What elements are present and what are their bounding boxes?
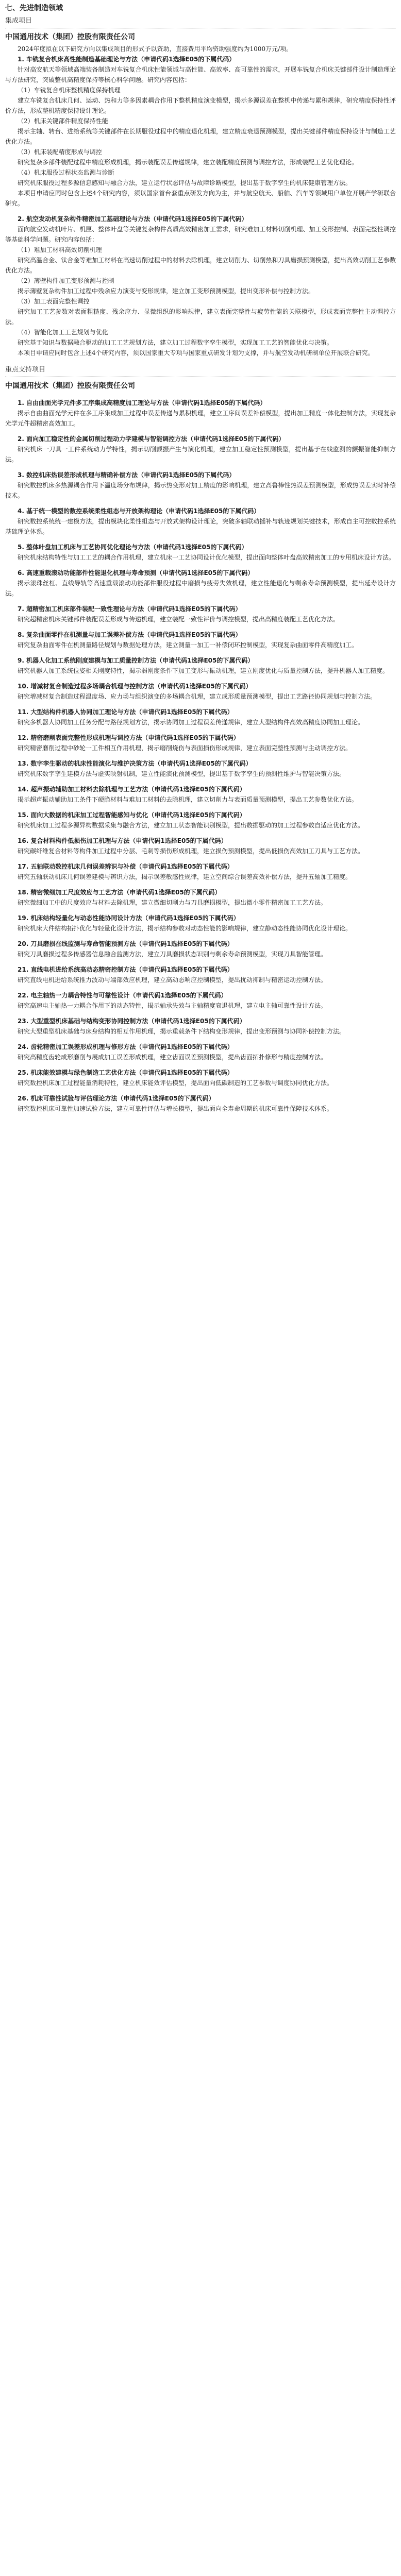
topic-heading: 6. 高速重载滚动功能部件性能退化机理与寿命预测（申请代码1选择E05的下属代码）	[18, 569, 254, 577]
research-item-title: （4）机床服役过程状态监测与诊断	[18, 169, 114, 176]
topic-text: 研究数控机床可靠性加速试验方法，建立可靠性评估与增长模型，提出面向全寿命周期的机床可靠性保障技术体系。	[18, 1105, 333, 1112]
research-item-title: （1）难加工材料高效切削机理	[18, 246, 102, 253]
subsection-title: 集成项目	[5, 17, 32, 25]
research-item-title: （2）机床关键部件精度保持性能	[18, 117, 108, 125]
topic-text: 研究微细加工中的尺度效应与材料去除机理，建立微细切削力与刀具磨损模型，提出微小零件精密加工工艺方法。	[18, 899, 327, 906]
research-item-title: （2）薄壁构件加工变形预测与控制	[18, 277, 114, 284]
body-paragraph: 研究基于知识与数据融合驱动的加工工艺规划方法，建立加工过程数字孪生模型，实现加工工艺的智能优化与决策。	[18, 339, 333, 346]
topic-heading: 9. 机器人化加工系统刚度建模与加工质量控制方法（申请代码1选择E05的下属代码）	[18, 657, 254, 664]
topic-heading: 18. 精密微细加工尺度效应与工艺方法（申请代码1选择E05的下属代码）	[18, 889, 221, 896]
body-paragraph: 面向航空发动机叶片、机匣、整体叶盘等关键复杂构件高质高效精密加工需求，研究难加工材料切削机理、加工变形控制、表面完整性调控等基础科学问题。研究内容包括：	[5, 226, 396, 243]
body-paragraph: 建立车铣复合机床几何、运动、热和力等多因素耦合作用下整机精度演变模型，揭示多源误差在整机中传递与累积规律，研究精度保持性评价方法，形成整机精度保持设计理论。	[5, 97, 396, 114]
topic-text: 揭示自由曲面光学元件在多工序集成加工过程中误差传递与累积机理，建立工序间误差补偿模型，提出加工精度一体化控制方法，实现复杂光学元件超精密高效加工。	[5, 410, 396, 427]
topic-heading: 24. 齿轮精密加工误差形成机理与修形方法（申请代码1选择E05的下属代码）	[18, 1043, 233, 1050]
topic-text: 研究机器人加工系统位姿相关刚度特性，揭示弱刚度条件下加工变形与振动机理，建立刚度优化与质量控制方法，提升机器人加工精度。	[18, 667, 389, 674]
topic-text: 研究高速电主轴热一力耦合作用下的动态特性，揭示轴承失效与主轴精度衰退机理，建立电主轴可靠性设计方法。	[18, 1002, 327, 1009]
topic-text: 研究数控机床多热源耦合作用下温度场分布规律，揭示热变形对加工精度的影响机理，建立高鲁棒性热误差预测模型，形成热误差实时补偿技术。	[5, 482, 396, 499]
topic-heading: 12. 精密磨削表面完整性形成机理与调控方法（申请代码1选择E05的下属代码）	[18, 734, 240, 741]
topic-heading: 25. 机床能效建模与绿色制造工艺优化方法（申请代码1选择E05的下属代码）	[18, 1069, 233, 1076]
topic-heading: 2. 航空发动机复杂构件精密加工基础理论与方法（申请代码1选择E05的下属代码）	[18, 215, 248, 223]
topic-text: 研究复杂曲面零件在机测量路径规划与数据处理方法，建立测量一加工一补偿闭环控制模型，实现复杂曲面零件高精度加工。	[18, 641, 358, 649]
topic-text: 研究直线电机进给系统推力波动与端部效应机理，建立高动态响应控制模型，提出扰动抑制与精密运动控制方法。	[18, 976, 327, 984]
topic-heading: 17. 五轴联动数控机床几何误差辨识与补偿（申请代码1选择E05的下属代码）	[18, 863, 233, 870]
body-paragraph: 揭示主轴、转台、进给系统等关键部件在长期服役过程中的精度退化机理，建立精度衰退预测模型，提出关键部件精度保持设计与制造工艺优化方法。	[5, 128, 396, 145]
topic-text: 研究机床数字孪生建模方法与虚实映射机制，建立性能演化预测模型，提出基于数字孪生的预测性维护与智能决策方法。	[18, 770, 346, 777]
document-page	[5, 2, 396, 2576]
topic-heading: 11. 大型结构件机器人协同加工理论与方法（申请代码1选择E05的下属代码）	[18, 708, 233, 716]
topic-text: 研究高精度齿轮成形磨削与展成加工误差形成机理，建立齿面误差预测模型，提出齿面拓扑修形与精度控制方法。	[18, 1054, 327, 1061]
body-paragraph: 研究复杂多部件装配过程中精度形成机理，揭示装配误差传递规律，建立装配精度预测与调控方法，形成装配工艺优化理论。	[18, 159, 358, 166]
topic-heading: 26. 机床可靠性试验与评估理论方法（申请代码1选择E05的下属代码）	[18, 1095, 215, 1102]
topic-heading: 10. 增减材复合制造过程多场耦合机理与控制方法（申请代码1选择E05的下属代码）	[18, 683, 252, 690]
topic-heading: 4. 基于统一模型的数控系统柔性组态与开放架构理论（申请代码1选择E05的下属代码）	[18, 507, 260, 515]
topic-text: 研究刀具磨损过程多传感器信息融合监测方法，建立刀具磨损状态识别与剩余寿命预测模型，实现刀具智能管理。	[18, 951, 327, 958]
section-title: 七、先进制造领域	[5, 4, 63, 12]
research-item-title: （1）车铣复合机床整机精度保持机理	[18, 87, 121, 94]
topic-text: 研究数控系统统一建模方法，提出模块化柔性组态与开放式架构设计理论，突破多轴联动插补与轨迹规划关键技术，形成自主可控数控系统基础理论体系。	[5, 518, 396, 535]
topic-text: 研究机床加工过程多源异构数据采集与融合方法，建立加工状态智能识别模型，提出数据驱动的加工过程参数自适应优化方法。	[18, 822, 364, 829]
company-name: 中国通用技术（集团）控股有限责任公司	[5, 382, 135, 390]
topic-heading: 1. 自由曲面光学元件多工序集成高精度加工理论与方法（申请代码1选择E05的下属代码）	[18, 399, 266, 406]
topic-text: 研究数控机床加工过程能量消耗特性，建立机床能效评估模型，提出面向低碳制造的工艺参数与调度协同优化方法。	[18, 1079, 333, 1087]
topic-text: 揭示超声振动辅助加工条件下硬脆材料与难加工材料的去除机理，建立切削力与表面质量预测模型，提出工艺参数优化方法。	[18, 796, 358, 803]
intro-paragraph: 2024年度拟在以下研究方向以集成项目的形式予以资助，直接费用平均资助强度约为1000万元/项。	[18, 45, 293, 53]
research-item-title: （3）机床装配精度形成与调控	[18, 148, 102, 156]
subsection-title: 重点支持项目	[5, 366, 46, 374]
topic-heading: 8. 复杂曲面零件在机测量与加工误差补偿方法（申请代码1选择E05的下属代码）	[18, 631, 242, 638]
topic-heading: 3. 数控机床热误差形成机理与精确补偿方法（申请代码1选择E05的下属代码）	[18, 471, 236, 479]
topic-heading: 15. 面向大数据的机床加工过程智能感知与优化（申请代码1选择E05的下属代码）	[18, 811, 246, 819]
topic-text: 研究增减材复合制造过程温度场、应力场与组织演变的多场耦合机理，建立成形质量预测模型，提出工艺路径协同规划与控制方法。	[18, 693, 377, 700]
body-paragraph: 本项目申请应同时包含上述4个研究内容，须以国家重大专项与国家重点研发计划为支撑，并与航空发动机研制单位开展联合研究。	[18, 349, 374, 357]
topic-heading: 21. 直线电机进给系统高动态精密控制方法（申请代码1选择E05的下属代码）	[18, 966, 233, 973]
topic-text: 研究精密磨削过程中砂轮一工件相互作用机理，揭示磨削烧伤与表面损伤形成规律，建立表面完整性预测与主动调控方法。	[18, 744, 352, 752]
topic-text: 研究碳纤维复合材料等构件加工过程中分层、毛刺等损伤形成机理，建立损伤预测模型，提出低损伤高效加工刀具与工艺方法。	[18, 848, 364, 855]
company-name: 中国通用技术（集团）控股有限责任公司	[5, 33, 135, 41]
topic-heading: 7. 超精密加工机床部件装配一致性理论与方法（申请代码1选择E05的下属代码）	[18, 605, 242, 613]
research-item-title: （4）智能化加工工艺规划与优化	[18, 329, 108, 336]
body-paragraph: 针对高安航天等领域高端装备制造对车铣复合机床性能领域与高性能、高效率、高可靠性的需求，开展车铣复合机床关键部件设计制造理论与方法研究，突破整机高精度保持等核心科学问题。研究内容包括：	[5, 66, 396, 83]
topic-heading: 22. 电主轴热一力耦合特性与可靠性设计（申请代码1选择E05的下属代码）	[18, 992, 227, 999]
topic-text: 研究大型重型机床基础与床身结构的相互作用机理，揭示重载条件下结构变形规律，提出变形预测与协同补偿控制方法。	[18, 1028, 346, 1035]
topic-text: 研究机床结构特性与加工工艺的耦合作用机理，建立机床一工艺协同设计优化模型，提出面向整体叶盘高效精密加工的专用机床设计方法。	[18, 554, 395, 561]
topic-heading: 2. 面向加工稳定性的金属切削过程动力学建模与智能调控方法（申请代码1选择E05的下属代码）	[18, 435, 285, 443]
body-paragraph: 揭示薄壁复杂构件加工过程中残余应力演变与变形规律，建立加工变形预测模型，提出变形补偿与控制方法。	[18, 287, 315, 295]
body-paragraph: 研究高温合金、钛合金等难加工材料在高速切削过程中的材料去除机理，建立切削力、切削热和刀具磨损预测模型，提出高效切削工艺参数优化方法。	[5, 257, 396, 274]
body-paragraph: 研究机床服役过程多源信息感知与融合方法，建立运行状态评估与故障诊断模型，提出基于数字孪生的机床健康管理方法。	[18, 179, 352, 187]
body-paragraph: 本项目申请应同时包含上述4个研究内容，须以国家首台套重点研发方向为主，并与航空航天、船舶、汽车等领域用户单位开展产学研联合研究。	[5, 190, 396, 207]
research-item-title: （3）加工表面完整性调控	[18, 298, 90, 305]
topic-heading: 14. 超声振动辅助加工材料去除机理与工艺方法（申请代码1选择E05的下属代码）	[18, 786, 246, 793]
body-paragraph: 研究加工工艺参数对表面粗糙度、残余应力、显微组织的影响规律，建立表面完整性与疲劳性能的关联模型，形成表面完整性主动调控方法。	[5, 308, 396, 326]
topic-heading: 19. 机床结构轻量化与动态性能协同设计方法（申请代码1选择E05的下属代码）	[18, 914, 240, 922]
topic-heading: 23. 大型重型机床基础与结构变形协同控制方法（申请代码1选择E05的下属代码）	[18, 1018, 246, 1025]
topic-text: 研究多机器人协同加工任务分配与路径规划方法，揭示协同加工过程误差传递规律，建立大型结构件高效高精度协同加工理论。	[18, 719, 364, 726]
topic-text: 研究机床一刀具一工件系统动力学特性，揭示切削颤振产生与演化机理，建立加工稳定性预测模型，提出基于在线监测的颤振智能抑制方法。	[5, 446, 396, 463]
topic-text: 研究五轴联动机床几何误差建模与辨识方法，揭示误差敏感性规律，建立空间综合误差高效补偿方法，提升五轴加工精度。	[18, 873, 352, 880]
topic-heading: 20. 刀具磨损在线监测与寿命智能预测方法（申请代码1选择E05的下属代码）	[18, 940, 233, 947]
topic-heading: 13. 数字孪生驱动的机床性能演化与维护决策方法（申请代码1选择E05的下属代码）	[18, 760, 252, 767]
topic-heading: 5. 整体叶盘加工机床与工艺协同优化理论与方法（申请代码1选择E05的下属代码）	[18, 544, 248, 551]
topic-text: 研究机床大件结构拓扑优化与轻量化设计方法，揭示结构参数对动态性能的影响规律，建立静动态性能协同优化设计理论。	[18, 925, 352, 932]
topic-heading: 16. 复合材料构件低损伤加工机理与方法（申请代码1选择E05的下属代码）	[18, 837, 227, 844]
topic-heading: 1. 车铣复合机床高性能制造基础理论与方法（申请代码1选择E05的下属代码）	[18, 56, 236, 63]
topic-text: 研究超精密机床关键部件装配误差形成与传递机理，建立装配一致性评价与调控模型，提出高精度装配工艺优化方法。	[18, 616, 340, 623]
topic-text: 揭示滚珠丝杠、直线导轨等高速重载滚动功能部件服役过程中磨损与疲劳失效机理，建立性能退化与剩余寿命预测模型，提出延寿设计方法。	[5, 580, 396, 597]
